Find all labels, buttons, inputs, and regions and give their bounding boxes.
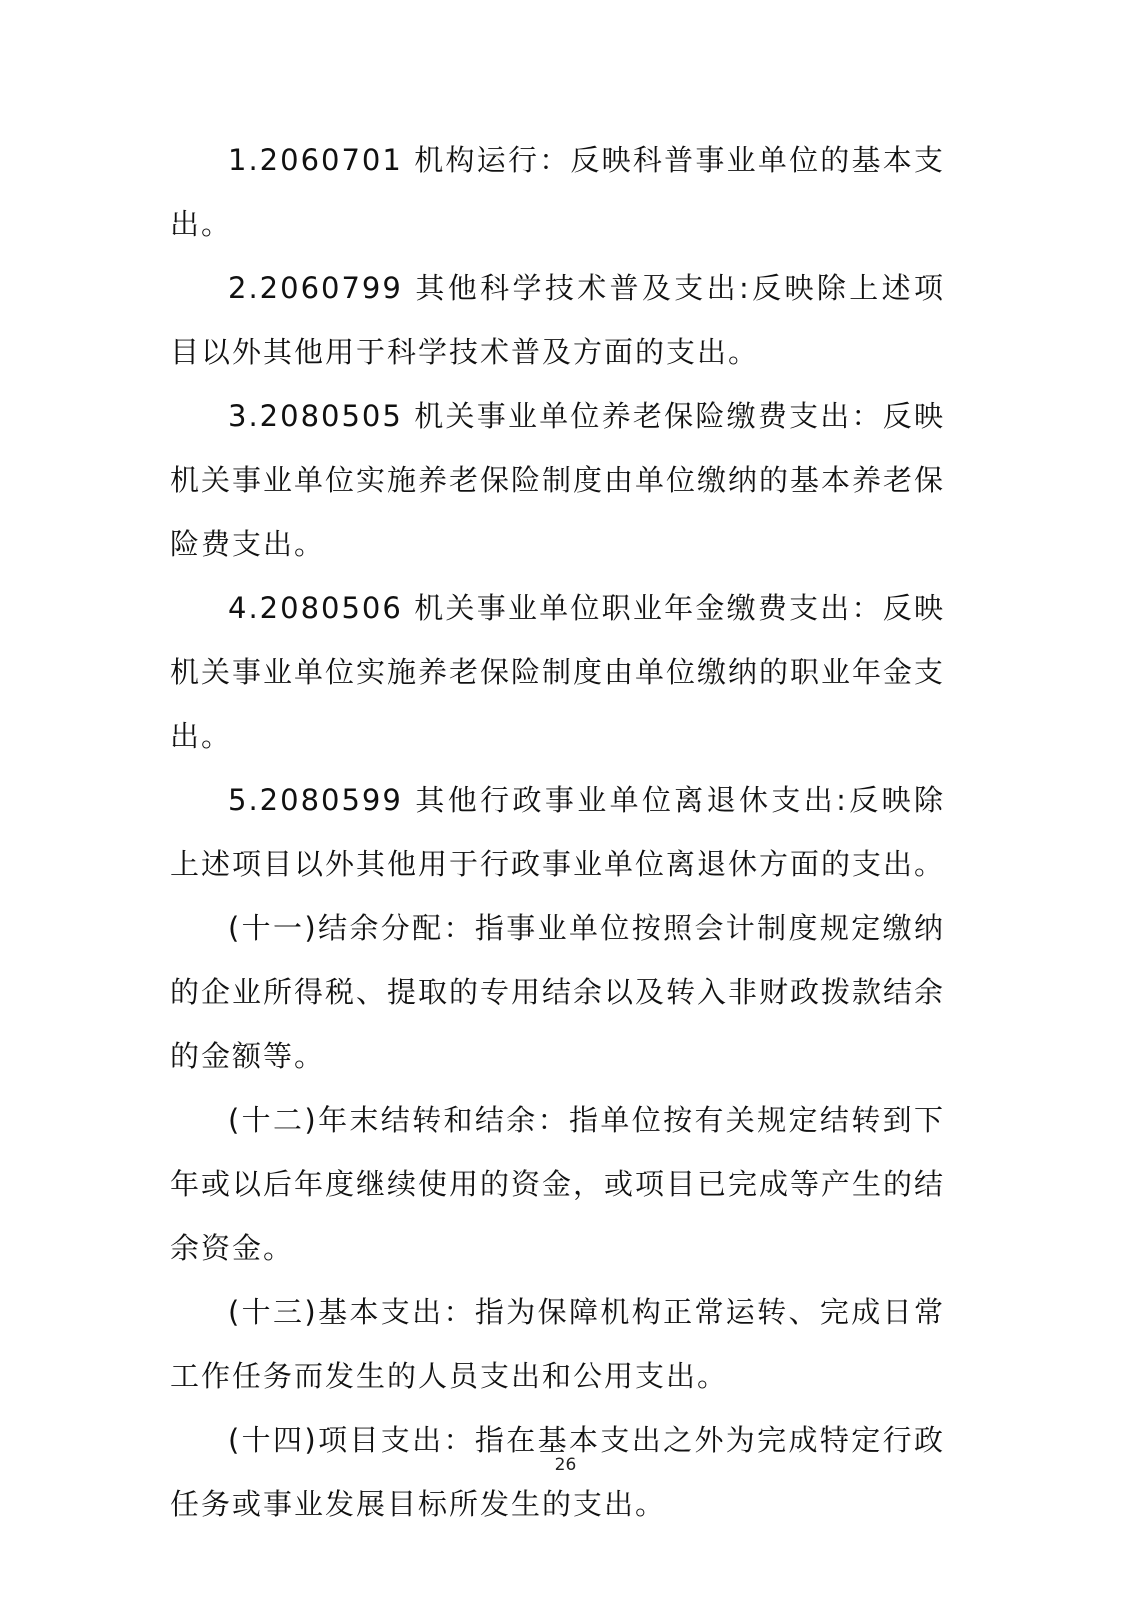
paragraph-item-2080599: 5.2080599 其他行政事业单位离退休支出:反映除上述项目以外其他用于行政事业单位离退休方面的支出。 <box>170 783 946 881</box>
paragraph-basic-expenditure: (十三)基本支出：指为保障机构正常运转、完成日常工作任务而发生的人员支出和公用支出。 <box>170 1295 945 1393</box>
paragraph-item-2080506: 4.2080506 机关事业单位职业年金缴费支出：反映机关事业单位实施养老保险制度由单位缴纳的职业年金支出。 <box>170 591 946 753</box>
page-number: 26 <box>554 1455 577 1475</box>
paragraph-item-2060701: 1.2060701 机构运行：反映科普事业单位的基本支出。 <box>170 143 945 241</box>
paragraph-year-end-carryover: (十二)年末结转和结余：指单位按有关规定结转到下年或以后年度继续使用的资金，或项目已完成等产生的结余资金。 <box>170 1103 946 1265</box>
paragraph-item-2080505: 3.2080505 机关事业单位养老保险缴费支出：反映机关事业单位实施养老保险制度由单位缴纳的基本养老保险费支出。 <box>170 399 946 561</box>
paragraph-project-expenditure: (十四)项目支出：指在基本支出之外为完成特定行政任务或事业发展目标所发生的支出。 <box>170 1423 945 1521</box>
paragraph-item-2060799: 2.2060799 其他科学技术普及支出:反映除上述项目以外其他用于科学技术普及方面的支出。 <box>170 271 945 369</box>
document-body <box>170 128 945 1536</box>
paragraph-surplus-distribution: (十一)结余分配：指事业单位按照会计制度规定缴纳的企业所得税、提取的专用结余以及转入非财政拨款结余的金额等。 <box>170 911 946 1073</box>
